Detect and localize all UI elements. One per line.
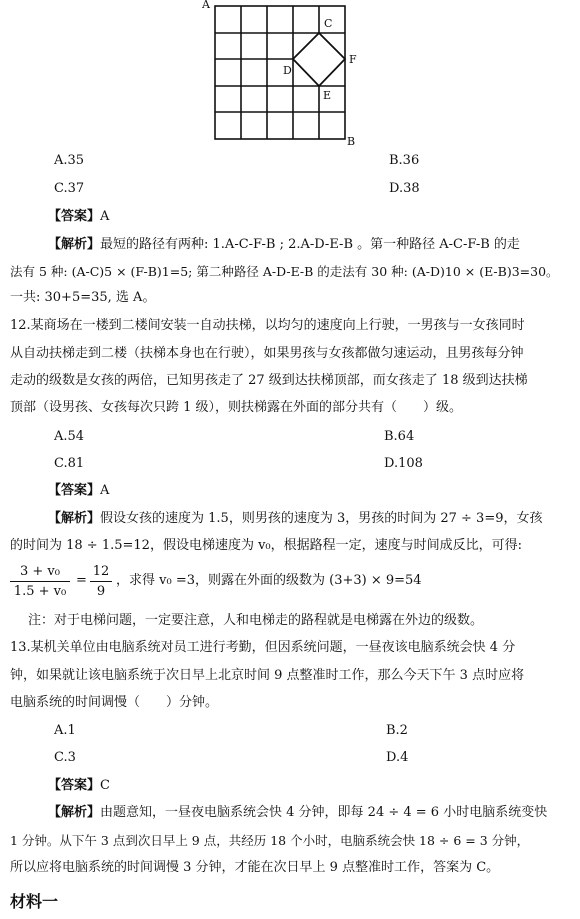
q13-analysis-line-2: 1 分钟。从下午 3 点到次日早上 9 点，共经历 18 个小时，电脑系统会快 18 ÷ 6 = 3 分钟， <box>10 833 530 848</box>
q11-answer <box>48 209 109 225</box>
q13-stem-line-3: 电脑系统的时间调慢（ ）分钟。 <box>10 695 219 710</box>
q11-option-c: C.37 <box>54 181 85 196</box>
answer-value: C <box>100 778 110 793</box>
formula-left-denominator: 1.5 + v₀ <box>13 584 67 599</box>
q13-answer <box>48 778 110 794</box>
analysis-label: 【解析】 <box>48 805 101 820</box>
analysis-label: 【解析】 <box>48 237 101 252</box>
fraction-bar <box>10 581 70 582</box>
formula-right-numerator: 12 <box>92 564 110 579</box>
q13-analysis-line-3: 所以应将电脑系统的时间调慢 3 分钟，才能在次日早上 9 点整准时工作，答案为 C。 <box>10 860 500 875</box>
q13-option-d: D.4 <box>386 750 409 765</box>
formula-equals: = <box>76 573 87 588</box>
analysis-text: 由题意知，一昼夜电脑系统会快 4 分钟，即每 24 ÷ 4 = 6 小时电脑系统变快 <box>100 805 548 820</box>
q12-option-d: D.108 <box>384 456 423 471</box>
q12-stem-line-3: 走动的级数是女孩的两倍，已知男孩走了 27 级到达扶梯顶部，而女孩走了 18 级到达扶梯 <box>10 373 528 388</box>
fraction-bar <box>90 581 112 582</box>
grid-label-a: A <box>202 0 210 11</box>
analysis-text: 最短的路径有两种: 1.A-C-F-B ; 2.A-D-E-B 。第一种路径 A-C-F-B 的走 <box>100 237 520 252</box>
q12-analysis-line-2: 的时间为 18 ÷ 1.5=12，假设电梯速度为 v₀，根据路程一定，速度与时间成反比，可得: <box>10 538 523 553</box>
grid-label-d: D <box>283 64 292 77</box>
grid-label-c: C <box>324 17 333 30</box>
analysis-text: 假设女孩的速度为 1.5，则男孩的速度为 3，男孩的时间为 27 ÷ 3=9，女孩 <box>100 511 543 526</box>
answer-label: 【答案】 <box>48 483 101 498</box>
answer-label: 【答案】 <box>48 778 101 793</box>
formula-left-numerator: 3 + v₀ <box>20 564 60 579</box>
grid-label-e: E <box>323 89 332 102</box>
q11-option-b: B.36 <box>389 153 420 168</box>
q11-analysis-line-3: 一共: 30+5=35, 选 A。 <box>10 290 156 305</box>
q12-answer <box>48 483 109 499</box>
section-heading: 材料一 <box>10 892 59 911</box>
q12-stem-line-2: 从自动扶梯走到二楼（扶梯本身也在行驶），如果男孩与女孩都做匀速运动，且男孩每分钟 <box>10 346 524 361</box>
q11-analysis-line-2: 法有 5 种: (A-C)5 × (F-B)1=5; 第二种路径 A-D-E-B 的走法有 30 种: (A-D)10 × (E-B)3=30。 <box>10 264 559 279</box>
q13-stem-line-2: 钟，如果就让该电脑系统于次日早上北京时间 9 点整准时工作，那么今天下午 3 点时应将 <box>10 668 525 683</box>
grid-label-f: F <box>349 53 357 66</box>
answer-label: 【答案】 <box>48 209 101 224</box>
answer-value: A <box>100 483 110 498</box>
q13-option-b: B.2 <box>386 723 408 738</box>
q12-option-a: A.54 <box>54 429 85 444</box>
q13-option-c: C.3 <box>54 750 76 765</box>
formula-left-fraction <box>10 564 70 599</box>
grid-path-figure <box>195 0 365 150</box>
q12-stem-line-1: 12.某商场在一楼到二楼间安装一自动扶梯，以均匀的速度向上行驶，一男孩与一女孩同时 <box>10 318 525 333</box>
q11-option-d: D.38 <box>389 181 420 196</box>
q12-option-b: B.64 <box>384 429 415 444</box>
q13-stem-line-1: 13.某机关单位由电脑系统对员工进行考勤，但因系统问题，一昼夜该电脑系统会快 4 分 <box>10 640 516 655</box>
q12-stem-line-4: 顶部（设男孩、女孩每次只跨 1 级），则扶梯露在外面的部分共有（ ）级。 <box>10 400 463 415</box>
q12-note: 注：对于电梯问题，一定要注意，人和电梯走的路程就是电梯露在外边的级数。 <box>28 613 484 628</box>
q12-analysis-line-1 <box>48 511 543 527</box>
analysis-label: 【解析】 <box>48 511 101 526</box>
q13-option-a: A.1 <box>54 723 76 738</box>
q12-option-c: C.81 <box>54 456 85 471</box>
grid-label-b: B <box>347 135 356 148</box>
formula-right-denominator: 9 <box>96 584 106 599</box>
q11-option-a: A.35 <box>54 153 85 168</box>
formula-tail: ，求得 v₀ =3，则露在外面的级数为 (3+3) × 9=54 <box>116 573 422 588</box>
answer-value: A <box>100 209 110 224</box>
q13-analysis-line-1 <box>48 805 547 821</box>
q11-analysis-line-1 <box>48 237 520 253</box>
formula-right-fraction <box>90 564 112 599</box>
